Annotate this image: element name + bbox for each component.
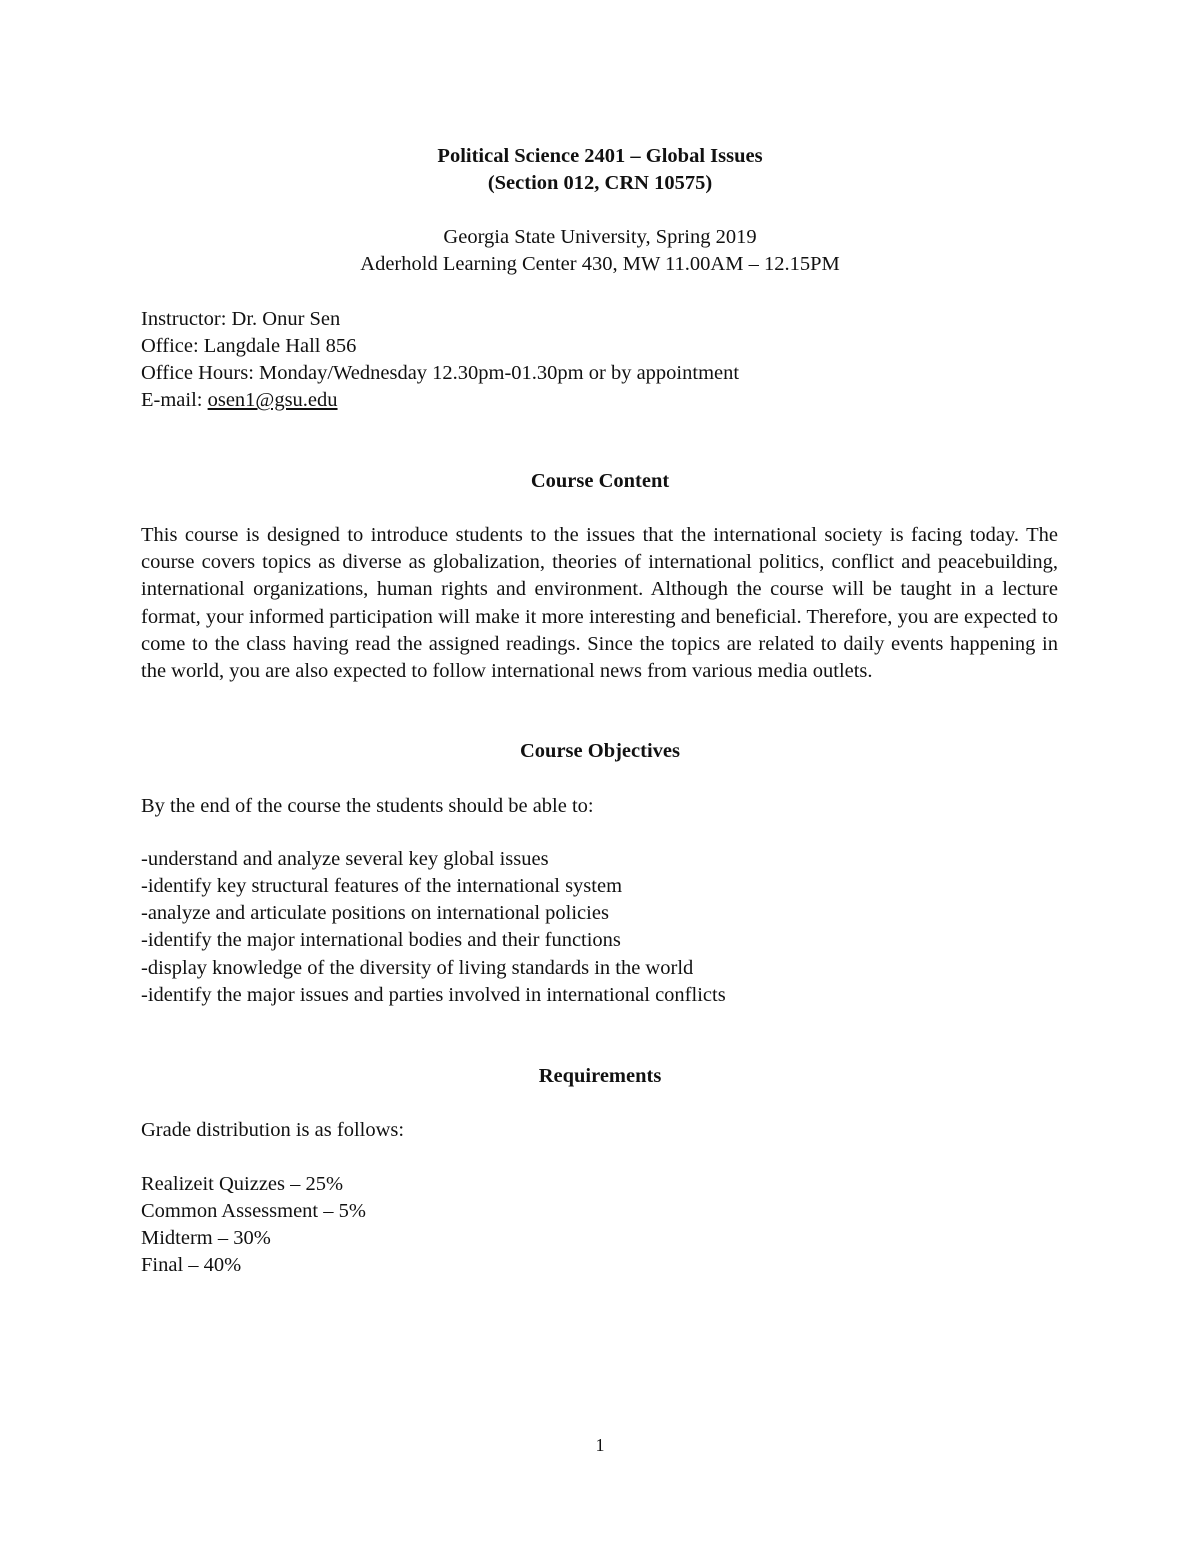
class-location: Aderhold Learning Center 430, MW 11.00AM – 12.15PM [360,253,840,275]
objective-item: -analyze and articulate positions on international policies [141,902,609,924]
objective-item: -identify the major international bodies and their functions [141,929,621,951]
grade-item: Midterm – 30% [141,1227,271,1249]
office-line: Office: Langdale Hall 856 [141,335,357,357]
objective-item: -identify the major issues and parties involved in international conflicts [141,984,726,1006]
grade-item: Final – 40% [141,1254,242,1276]
course-content-text: This course is designed to introduce students to the issues that the international society is facing today. The course covers topics as diverse as globalization, theories of international politics, conflict and peacebuilding, international organizations, human rights and environment. Although the course will be taught in a lecture format, your informed participation will make it more interesting and beneficial. Therefore, you are expected to come to the class having read the assigned readings. Since the topics are related to daily events happening in the world, you are also expected to follow international news from various media outlets. [141,524,1058,683]
university-term: Georgia State University, Spring 2019 [443,226,757,248]
instructor-line: Instructor: Dr. Onur Sen [141,308,341,330]
email-link[interactable]: osen1@gsu.edu [207,389,338,411]
objective-item: -understand and analyze several key global issues [141,848,549,870]
email-line [141,387,1058,414]
email-label: E-mail: [141,389,208,411]
objective-item: -identify key structural features of the international system [141,875,623,897]
requirements-intro: Grade distribution is as follows: [141,1119,405,1141]
office-hours-line: Office Hours: Monday/Wednesday 12.30pm-01.30pm or by appointment [141,362,740,384]
objectives-intro: By the end of the course the students should be able to: [141,795,594,817]
page-number: 1 [595,1435,605,1455]
requirements-heading: Requirements [538,1065,662,1087]
grade-item: Common Assessment – 5% [141,1200,366,1222]
course-section: (Section 012, CRN 10575) [487,172,713,194]
grade-item: Realizeit Quizzes – 25% [141,1173,344,1195]
course-content-paragraph [141,522,1058,685]
course-title: Political Science 2401 – Global Issues [437,145,763,167]
objective-item: -display knowledge of the diversity of living standards in the world [141,957,694,979]
course-content-heading: Course Content [530,470,670,492]
course-objectives-heading: Course Objectives [520,740,680,762]
